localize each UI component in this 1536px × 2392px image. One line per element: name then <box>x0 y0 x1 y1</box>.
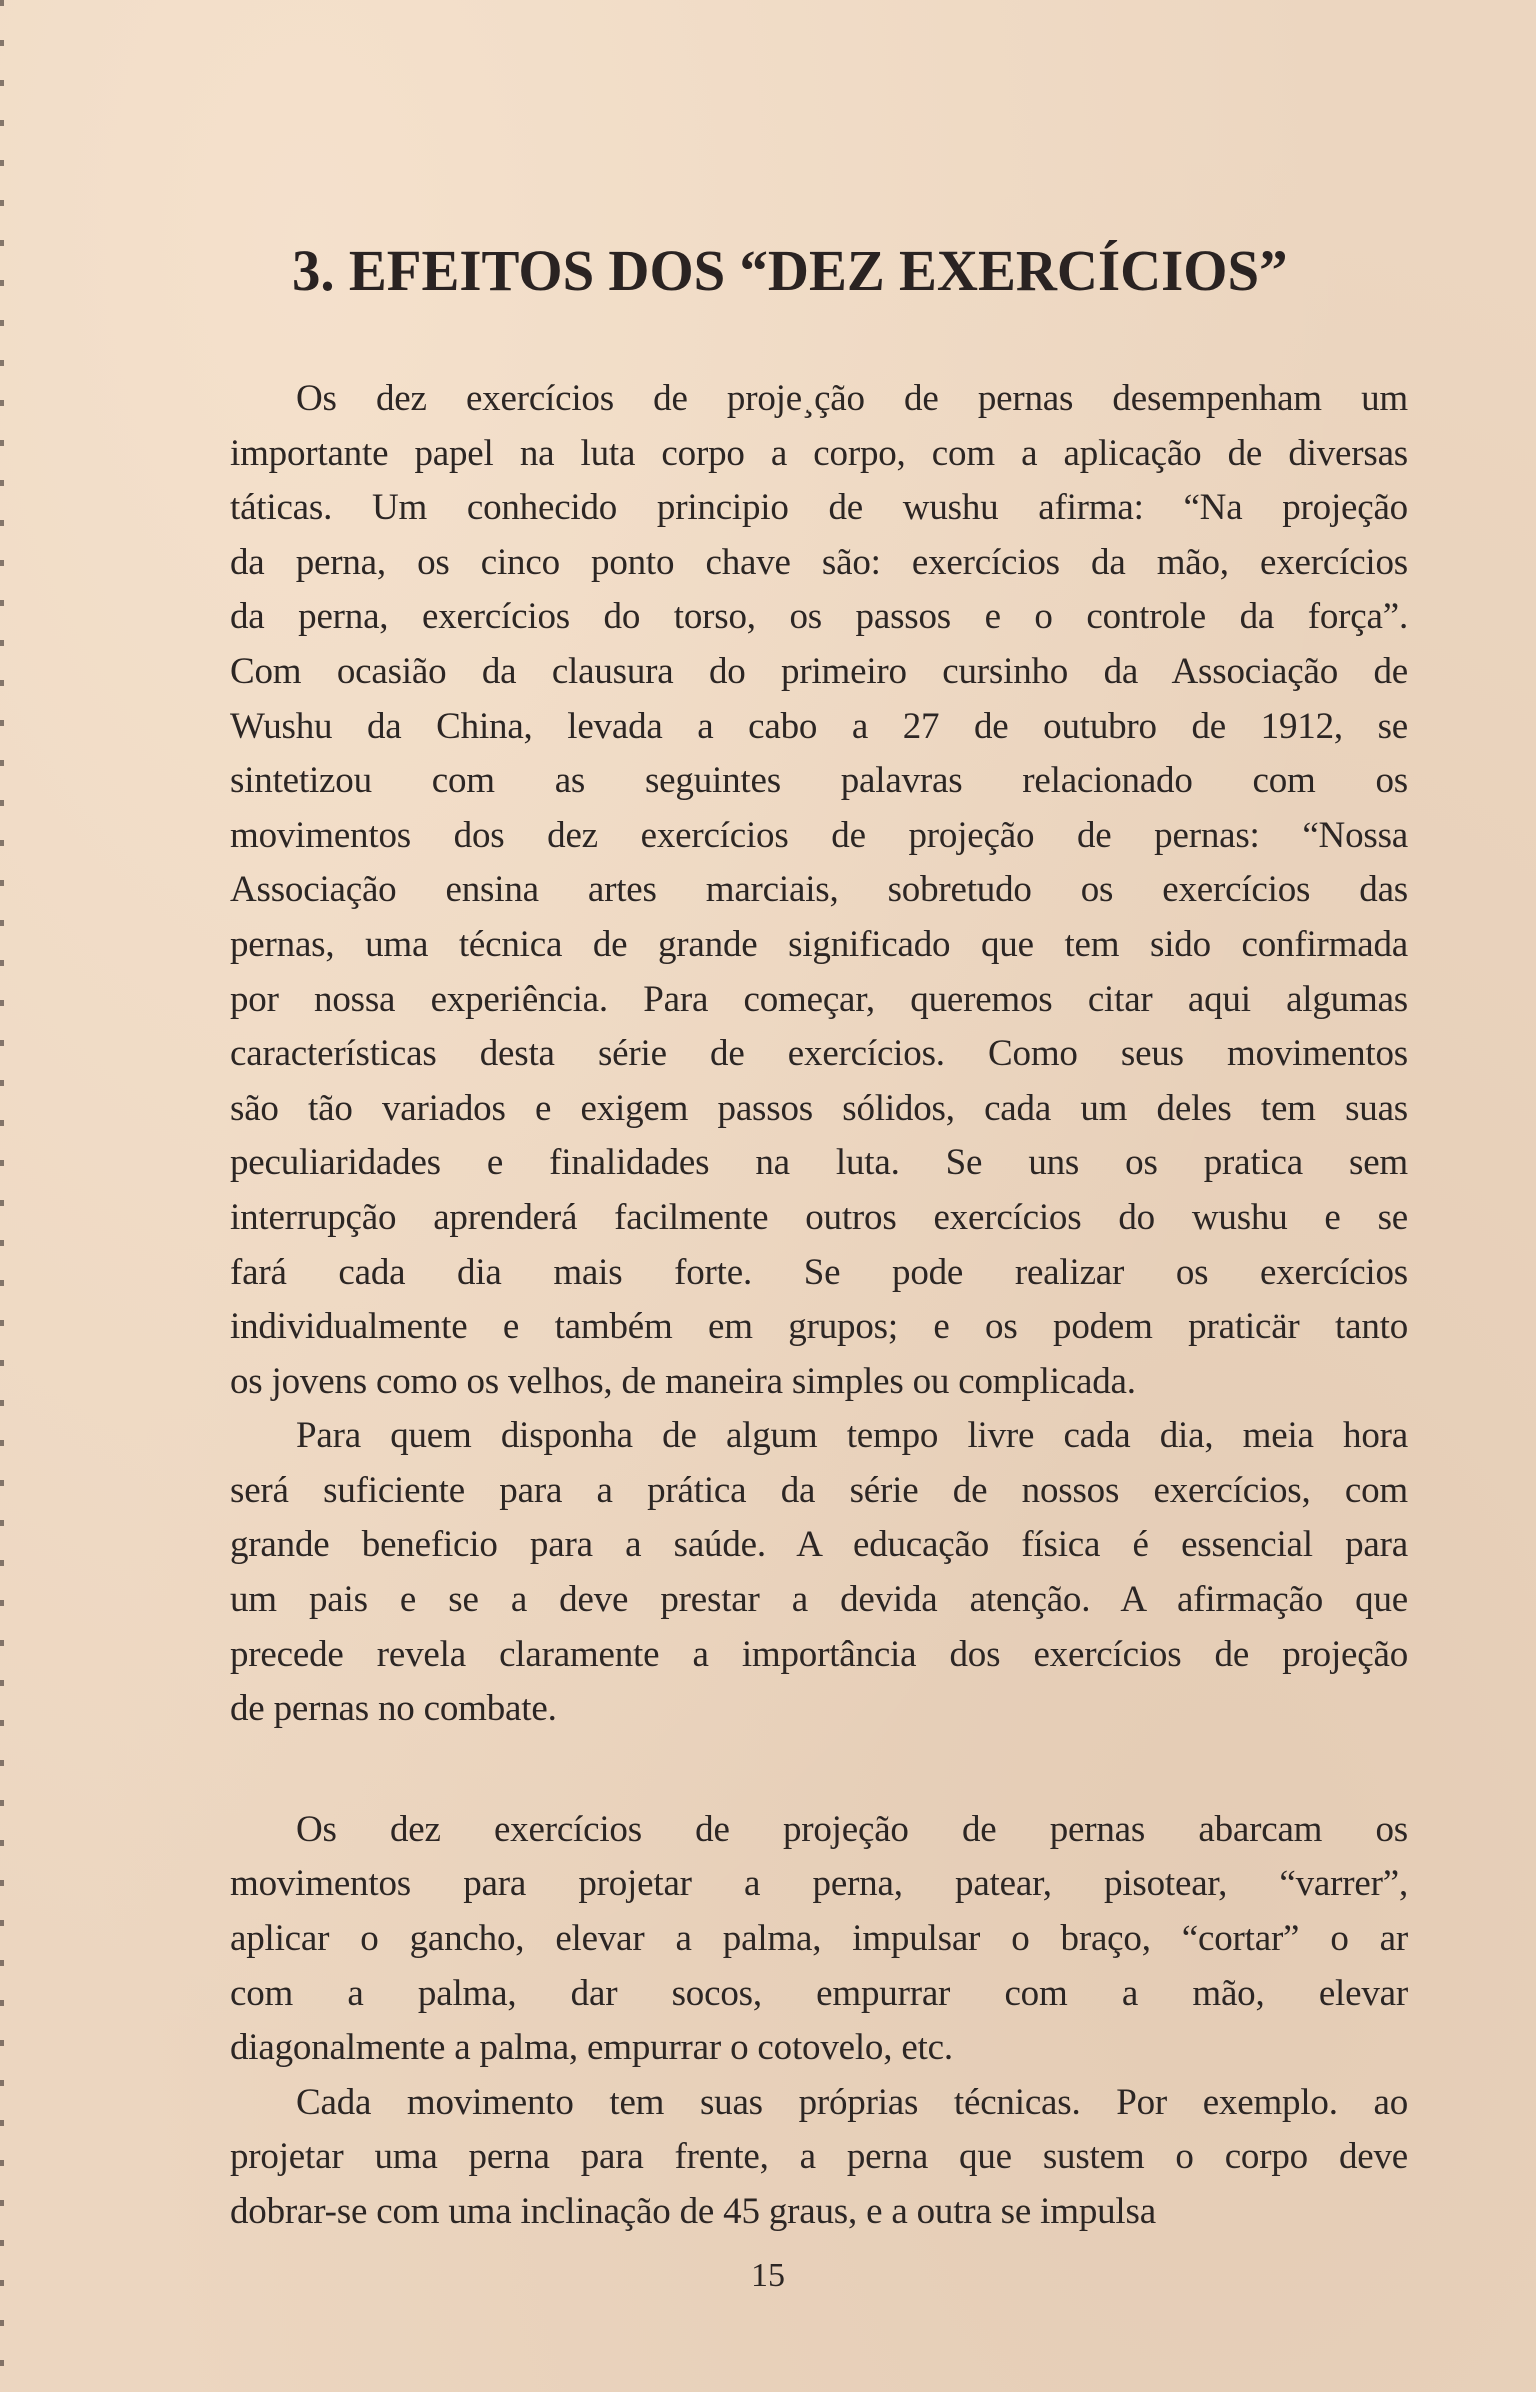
text-line: Os dez exercícios de projeção de pernas abarcam os <box>296 1808 1408 1850</box>
text-line: diagonalmente a palma, empurrar o cotovelo, etc. <box>230 2027 953 2069</box>
paragraph-2 <box>230 1409 1408 1737</box>
text-line: características desta série de exercícios. Como seus movimentos <box>230 1033 1408 1075</box>
body-text <box>230 372 1408 2240</box>
text-line: movimentos dos dez exercícios de projeção de pernas: “Nossa <box>230 814 1408 856</box>
text-line: grande beneficio para a saúde. A educação física é essencial para <box>230 1524 1408 1566</box>
text-line: Com ocasião da clausura do primeiro cursinho da Associação de <box>230 650 1408 692</box>
text-line: será suficiente para a prática da série de nossos exercícios, com <box>230 1469 1408 1511</box>
page-number: 15 <box>751 2257 785 2294</box>
paragraph-3 <box>230 1803 1408 2076</box>
text-line: Associação ensina artes marciais, sobretudo os exercícios das <box>230 869 1408 911</box>
text-line: aplicar o gancho, elevar a palma, impulsar o braço, “cortar” o ar <box>230 1918 1408 1960</box>
text-line: precede revela claramente a importância dos exercícios de projeção <box>230 1633 1408 1675</box>
text-line: peculiaridades e finalidades na luta. Se uns os pratica sem <box>230 1142 1408 1184</box>
page-content <box>230 236 1408 2240</box>
text-line: Os dez exercícios de proje¸ção de pernas desempenham um <box>296 378 1408 419</box>
text-line: individualmente e também em grupos; e os podem praticär tanto <box>230 1306 1408 1348</box>
text-line: por nossa experiência. Para começar, queremos citar aqui algumas <box>230 978 1408 1020</box>
text-line: dobrar-se com uma inclinação de 45 graus, e a outra se impulsa <box>230 2191 1156 2232</box>
text-line: os jovens como os velhos, de maneira simples ou complicada. <box>230 1360 1136 1402</box>
text-line: pernas, uma técnica de grande significado que tem sido confirmada <box>230 923 1408 965</box>
text-line: são tão variados e exigem passos sólidos, cada um deles tem suas <box>230 1087 1408 1129</box>
text-line: fará cada dia mais forte. Se pode realizar os exercícios <box>230 1251 1408 1293</box>
text-line: sintetizou com as seguintes palavras relacionado com os <box>230 760 1408 802</box>
paragraph-4 <box>230 2076 1408 2240</box>
text-line: interrupção aprenderá facilmente outros exercícios do wushu e se <box>230 1196 1408 1238</box>
text-line: da perna, os cinco ponto chave são: exercícios da mão, exercícios <box>230 541 1408 583</box>
text-line: Wushu da China, levada a cabo a 27 de outubro de 1912, se <box>230 705 1408 747</box>
page-edge-shadow <box>0 0 4 2392</box>
text-line: táticas. Um conhecido principio de wushu afirma: “Na projeção <box>230 487 1408 529</box>
text-line: projetar uma perna para frente, a perna que sustem o corpo deve <box>230 2136 1408 2178</box>
text-line: com a palma, dar socos, empurrar com a mão, elevar <box>230 1972 1408 2014</box>
text-line: da perna, exercícios do torso, os passos e o controle da força”. <box>230 596 1408 638</box>
text-line: um pais e se a deve prestar a devida atenção. A afirmação que <box>230 1579 1408 1621</box>
text-line: importante papel na luta corpo a corpo, com a aplicação de diversas <box>230 432 1408 474</box>
text-line: movimentos para projetar a perna, patear, pisotear, “varrer”, <box>230 1863 1408 1905</box>
text-line: Para quem disponha de algum tempo livre cada dia, meia hora <box>296 1415 1408 1457</box>
section-heading: 3. EFEITOS DOS “DEZ EXERCÍCIOS” <box>292 238 1288 303</box>
text-line: de pernas no combate. <box>230 1688 557 1730</box>
paragraph-1 <box>230 372 1408 1409</box>
text-line: Cada movimento tem suas próprias técnicas. Por exemplo. ao <box>296 2081 1408 2123</box>
